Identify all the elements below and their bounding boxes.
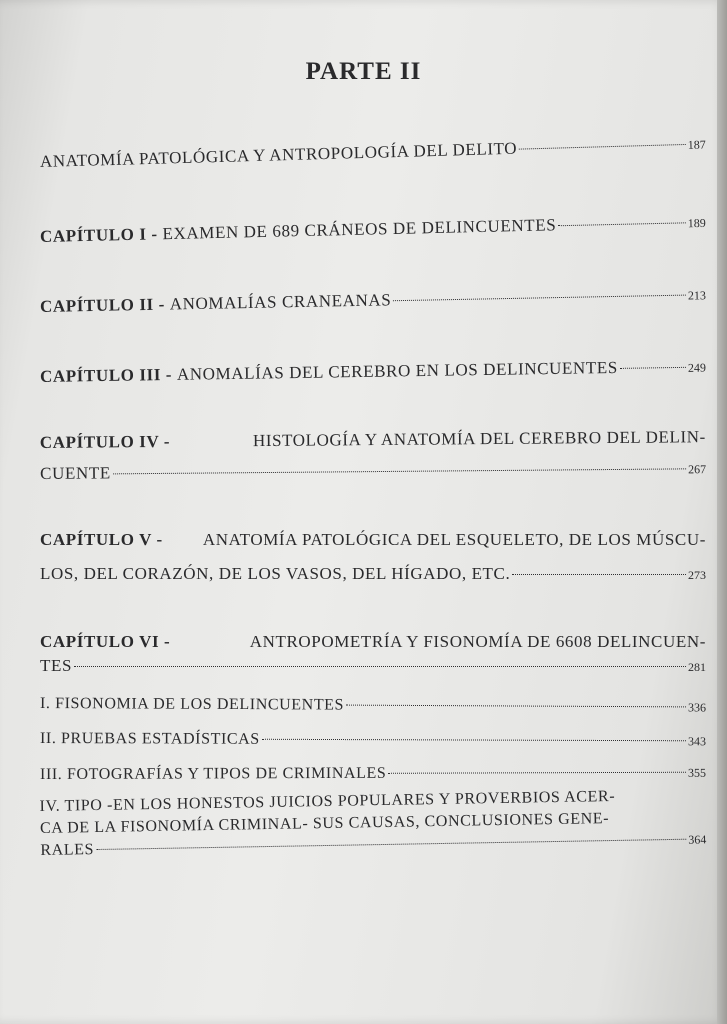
chapter-label: CAPÍTULO I - [39, 224, 158, 246]
toc-entry-anatomia [40, 133, 706, 173]
toc-entry-text-continued: RALES [40, 841, 95, 859]
chapter-label: CAPÍTULO II - [39, 294, 166, 316]
toc-entry-text-continued: LOS, DEL CORAZÓN, DE LOS VASOS, DEL HÍGADO, ETC. [40, 564, 511, 583]
toc-subentry-2 [40, 729, 706, 751]
page-number: 355 [687, 765, 707, 780]
page-number: 267 [688, 462, 707, 477]
toc-entry-text: EXAMEN DE 689 CRÁNEOS DE DELINCUENTES [162, 215, 557, 244]
toc-subentry-3 [40, 763, 706, 785]
toc-entry-text-continued: CUENTE [40, 463, 111, 483]
toc-entry-text: II. PRUEBAS ESTADÍSTICAS [39, 730, 260, 748]
toc-entry-capitulo-4 [40, 427, 706, 485]
dot-leader [558, 222, 686, 226]
chapter-label: CAPÍTULO V - [40, 530, 163, 549]
page-number: 249 [687, 360, 707, 375]
dot-leader [262, 739, 686, 741]
toc-entry-text: III. FOTOGRAFÍAS Y TIPOS DE CRIMINALES [39, 764, 387, 783]
toc-entry-capitulo-5 [40, 530, 706, 585]
toc-entry-capitulo-1 [40, 212, 706, 248]
page-number: 336 [687, 700, 707, 715]
dot-leader [74, 666, 686, 667]
toc-entry-text: HISTOLOGÍA Y ANATOMÍA DEL CEREBRO DEL DELIN- [252, 427, 706, 451]
page-number: 187 [687, 137, 706, 152]
toc-subentry-4 [39, 785, 706, 861]
page-number: 273 [688, 568, 706, 582]
page-number: 343 [687, 734, 707, 749]
toc-entry-text: ANTROPOMETRÍA Y FISONOMÍA DE 6608 DELINCUEN- [249, 632, 706, 651]
toc-entry-text-continued: TES [40, 656, 73, 675]
toc-entry-text: I. FISONOMIA DE LOS DELINCUENTES [39, 695, 345, 714]
toc-entry-text-continued: CA DE LA FISONOMÍA CRIMINAL- SUS CAUSAS, CONCLUSIONES GENE- [39, 810, 610, 837]
dot-leader [512, 574, 686, 575]
toc-entry-text: ANATOMÍA PATOLÓGICA Y ANTROPOLOGÍA DEL DELITO [39, 138, 518, 171]
toc-entry-capitulo-2 [40, 284, 706, 318]
dot-leader [393, 295, 686, 302]
page-number: 281 [688, 660, 706, 674]
toc-entry-text: IV. TIPO -EN LOS HONESTOS JUICIOS POPULARES Y PROVERBIOS ACER- [39, 787, 616, 816]
toc-entry-capitulo-3 [40, 357, 706, 388]
dot-leader [388, 772, 686, 774]
toc-entry-text: ANOMALÍAS CRANEANAS [169, 290, 392, 314]
chapter-label: CAPÍTULO III - [39, 364, 173, 386]
part-title: PARTE II [305, 58, 422, 85]
page-number: 189 [687, 215, 706, 231]
chapter-label: CAPÍTULO VI - [40, 632, 171, 651]
dot-leader [346, 705, 686, 708]
toc-entry-capitulo-6 [40, 632, 706, 677]
dot-leader [113, 468, 686, 474]
toc-entry-text: ANOMALÍAS DEL CEREBRO EN LOS DELINCUENTES [176, 357, 618, 384]
toc-subentry-1 [40, 694, 706, 717]
dot-leader [620, 367, 686, 369]
page-number: 213 [687, 288, 707, 303]
chapter-label: CAPÍTULO IV - [39, 431, 171, 453]
dot-leader [519, 144, 686, 150]
dot-leader [96, 839, 686, 850]
page-number: 364 [688, 832, 707, 847]
toc-entry-text: ANATOMÍA PATOLÓGICA DEL ESQUELETO, DE LOS MÚSCU- [202, 530, 706, 549]
